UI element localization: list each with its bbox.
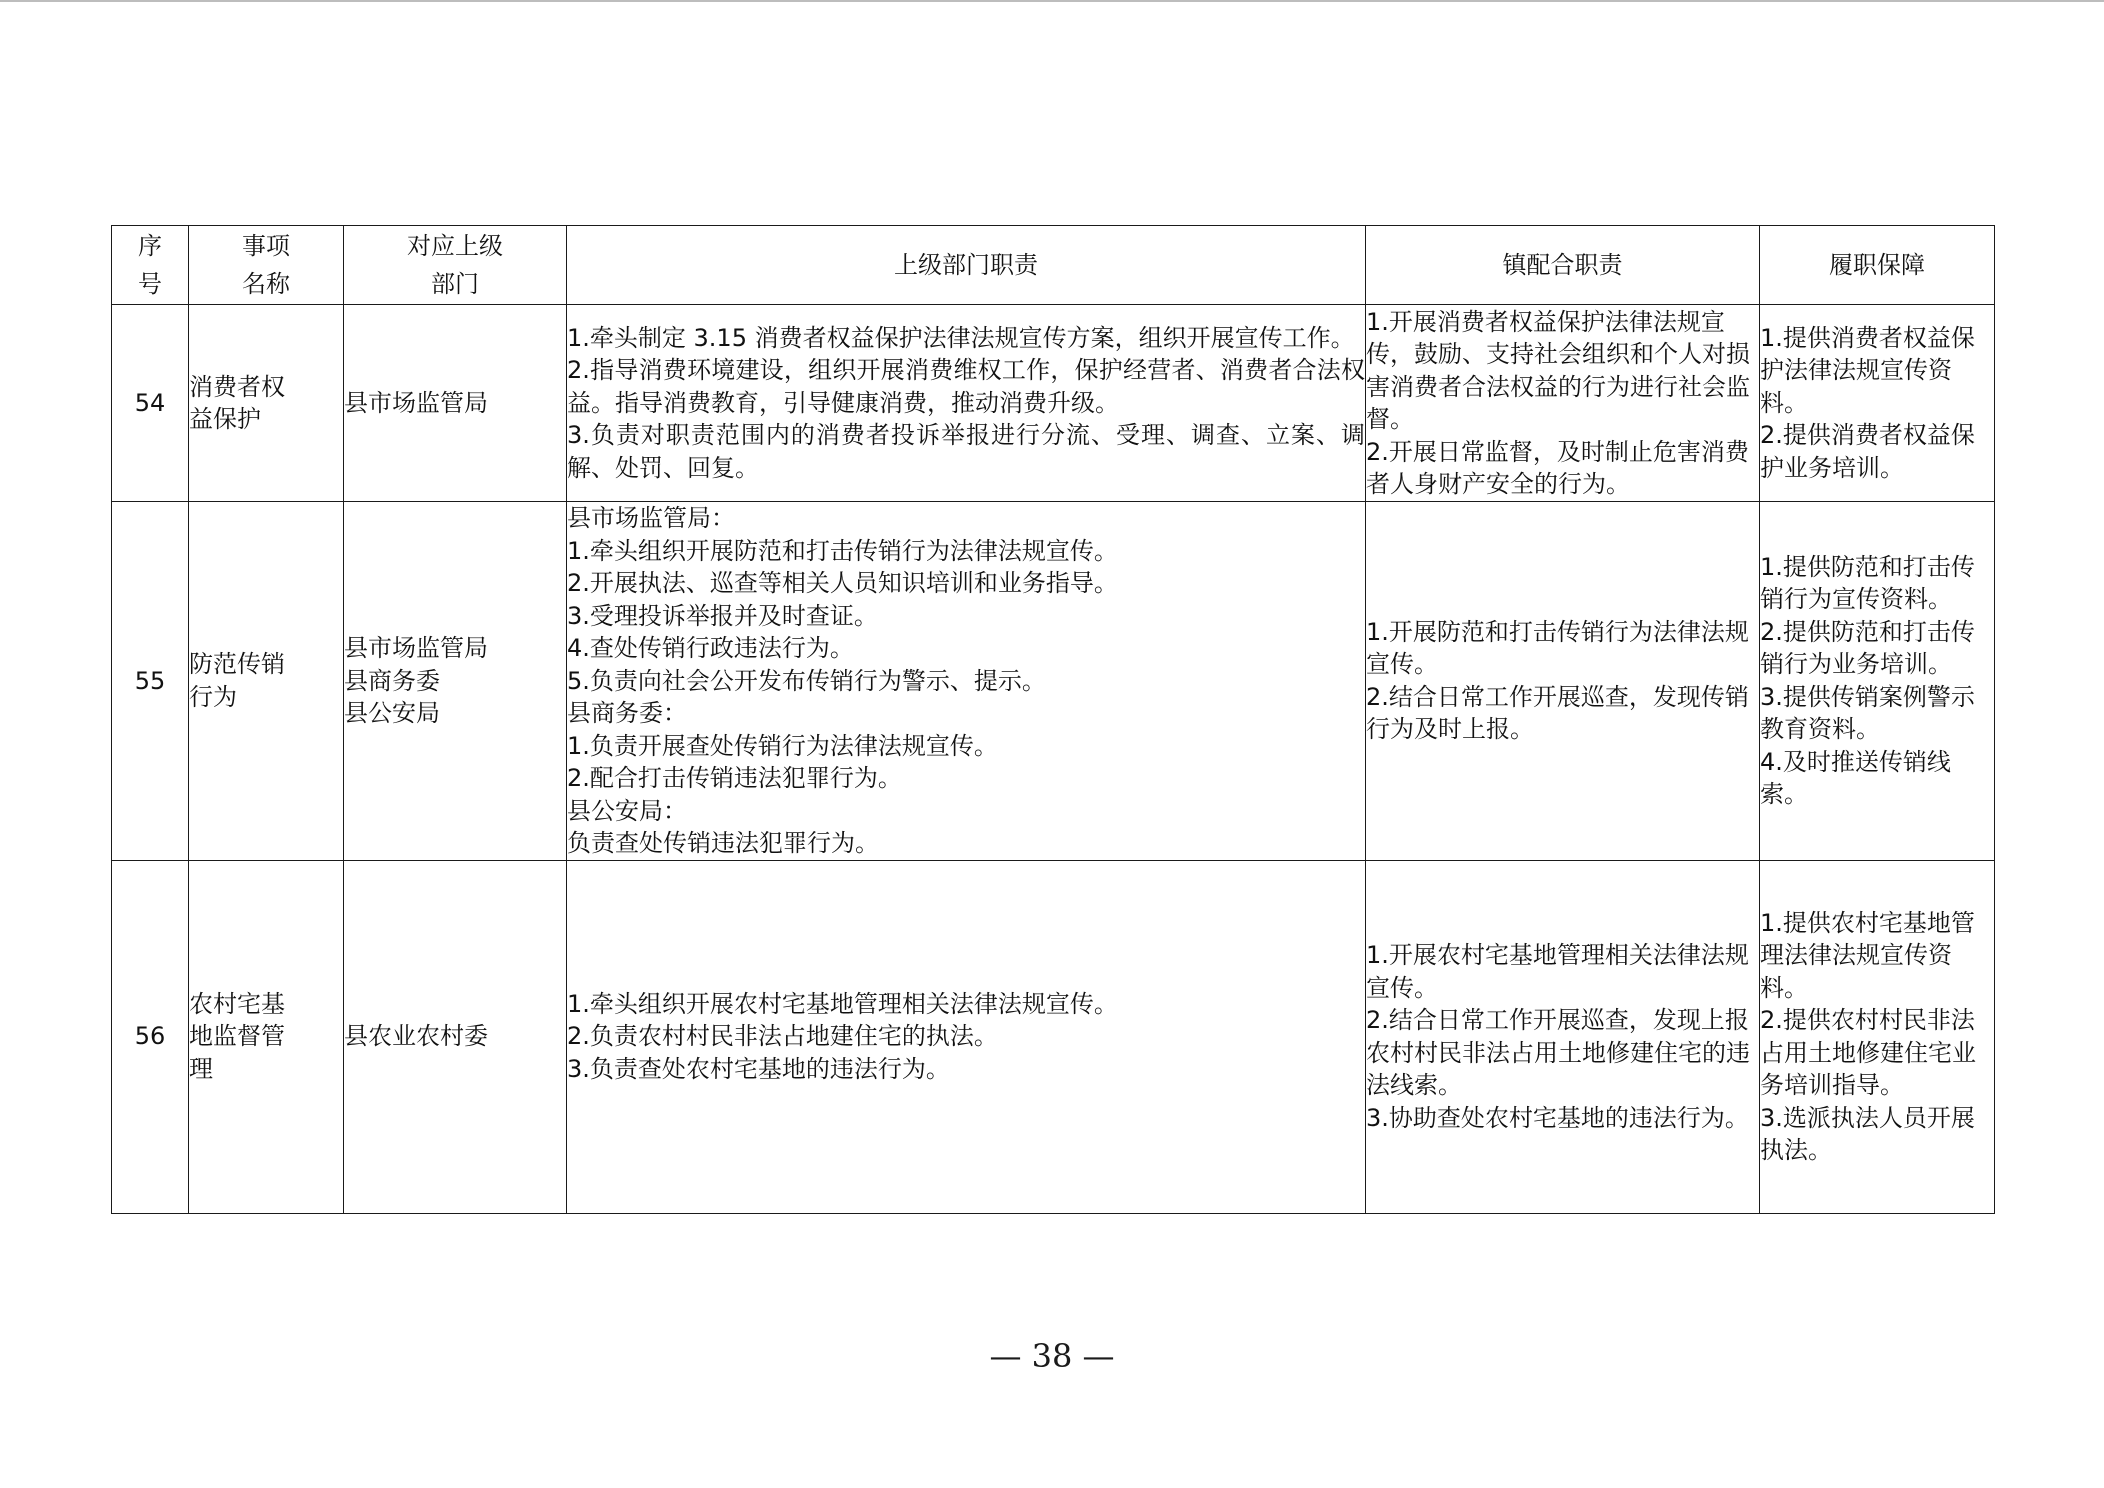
- table-header-row: [112, 226, 1995, 305]
- header-duty-support: 履职保障: [1760, 226, 1995, 305]
- table-row: [112, 305, 1995, 502]
- table-row: [112, 860, 1995, 1213]
- row-item-name: 农村宅基 地监督管 理: [189, 860, 344, 1213]
- row-upper-duties: 1.牵头组织开展农村宅基地管理相关法律法规宣传。 2.负责农村村民非法占地建住宅的执法。 3.负责查处农村宅基地的违法行为。: [567, 860, 1366, 1213]
- row-support: 1.提供防范和打击传销行为宣传资料。 2.提供防范和打击传销行为业务培训。 3.提供传销案例警示教育资料。 4.及时推送传销线索。: [1760, 502, 1995, 861]
- row-town-duties: 1.开展消费者权益保护法律法规宣传，鼓励、支持社会组织和个人对损害消费者合法权益的行为进行社会监督。 2.开展日常监督，及时制止危害消费者人身财产安全的行为。: [1366, 305, 1760, 502]
- table-row: [112, 502, 1995, 861]
- header-corresponding-department: 对应上级 部门: [344, 226, 567, 305]
- row-support: 1.提供消费者权益保护法律法规宣传资料。 2.提供消费者权益保护业务培训。: [1760, 305, 1995, 502]
- page-number: — 38 —: [989, 1337, 1115, 1375]
- row-serial-number: 54: [112, 305, 189, 502]
- row-support: 1.提供农村宅基地管理法律法规宣传资料。 2.提供农村村民非法占用土地修建住宅业务培训指导。 3.选派执法人员开展执法。: [1760, 860, 1995, 1213]
- header-item-name: 事项 名称: [189, 226, 344, 305]
- row-upper-duties: 县市场监管局： 1.牵头组织开展防范和打击传销行为法律法规宣传。 2.开展执法、巡查等相关人员知识培训和业务指导。 3.受理投诉举报并及时查证。 4.查处传销行政违法行为。 5.负责向社会公开发布传销行为警示、提示。 县商务委： 1.负责开展查处传销行为法律法规宣传。 2.配合打击传销违法犯罪行为。 县公安局： 负责查处传销违法犯罪行为。: [567, 502, 1366, 861]
- row-serial-number: 56: [112, 860, 189, 1213]
- header-town-cooperation-duties: 镇配合职责: [1366, 226, 1760, 305]
- row-item-name: 防范传销 行为: [189, 502, 344, 861]
- header-upper-department-duties: 上级部门职责: [567, 226, 1366, 305]
- row-town-duties: 1.开展农村宅基地管理相关法律法规宣传。 2.结合日常工作开展巡查，发现上报农村村民非法占用土地修建住宅的违法线索。 3.协助查处农村宅基地的违法行为。: [1366, 860, 1760, 1213]
- row-department: 县农业农村委: [344, 860, 567, 1213]
- row-department: 县市场监管局: [344, 305, 567, 502]
- header-serial-number: 序 号: [112, 226, 189, 305]
- row-upper-duties: 1.牵头制定 3.15 消费者权益保护法律法规宣传方案，组织开展宣传工作。 2.指导消费环境建设，组织开展消费维权工作，保护经营者、消费者合法权益。指导消费教育，引导健康消费，推动消费升级。 3.负责对职责范围内的消费者投诉举报进行分流、受理、调查、立案、调解、处罚、回复。: [567, 305, 1366, 502]
- row-serial-number: 55: [112, 502, 189, 861]
- page-top-border: [0, 0, 2104, 2]
- row-town-duties: 1.开展防范和打击传销行为法律法规宣传。 2.结合日常工作开展巡查，发现传销行为及时上报。: [1366, 502, 1760, 861]
- row-department: 县市场监管局 县商务委 县公安局: [344, 502, 567, 861]
- row-item-name: 消费者权 益保护: [189, 305, 344, 502]
- responsibility-table: [111, 225, 1995, 1214]
